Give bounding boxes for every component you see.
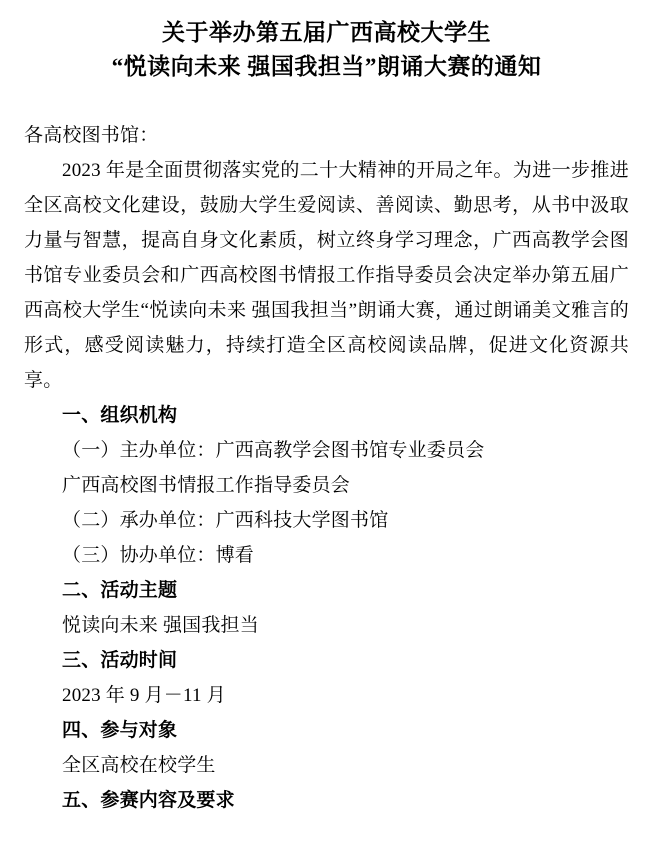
section-heading-5: 五、参赛内容及要求 — [62, 790, 235, 811]
page-title — [24, 16, 629, 84]
document-body — [24, 118, 629, 818]
section-3-line-1: 2023 年 9 月－11 月 — [62, 685, 226, 706]
section-heading-1: 一、组织机构 — [62, 405, 178, 426]
section-heading-2: 二、活动主题 — [62, 580, 178, 601]
section-1-line-2: 广西高校图书情报工作指导委员会 — [62, 475, 351, 496]
intro-paragraph: 2023 年是全面贯彻落实党的二十大精神的开局之年。为进一步推进全区高校文化建设，鼓励大学生爱阅读、善阅读、勤思考，从书中汲取力量与智慧，提高自身文化素质，树立终身学习理念，广西高教学会图书馆专业委员会和广西高校图书情报工作指导委员会决定举办第五届广西高校大学生“悦读向未来 强国我担当”朗诵大赛，通过朗诵美文雅言的形式，感受阅读魅力，持续打造全区高校阅读品牌，促进文化资源共享。 — [24, 160, 629, 391]
section-1-line-4: （三）协办单位：博看 — [62, 545, 255, 566]
section-1-line-1: （一）主办单位：广西高教学会图书馆专业委员会 — [62, 440, 485, 461]
section-2-line-1: 悦读向未来 强国我担当 — [62, 615, 259, 636]
section-4-line-1: 全区高校在校学生 — [62, 755, 216, 776]
salutation: 各高校图书馆： — [24, 125, 159, 146]
section-heading-4: 四、参与对象 — [62, 720, 178, 741]
page-title-line-1: 关于举办第五届广西高校大学生 — [162, 20, 491, 45]
section-1-line-3: （二）承办单位：广西科技大学图书馆 — [62, 510, 389, 531]
section-heading-3: 三、活动时间 — [62, 650, 178, 671]
page-title-line-2: “悦读向未来 强国我担当”朗诵大赛的通知 — [111, 54, 542, 79]
